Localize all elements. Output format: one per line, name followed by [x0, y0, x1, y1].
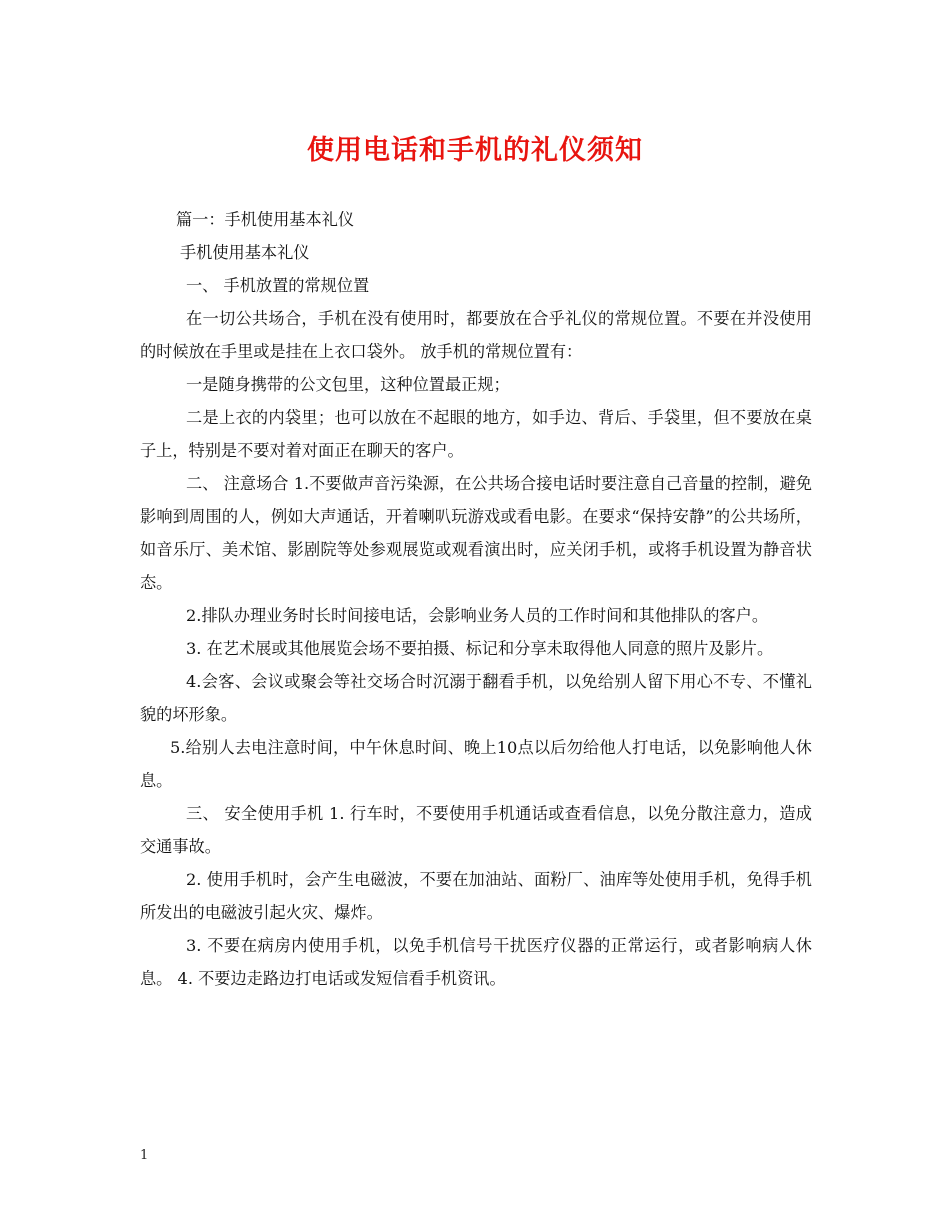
paragraph: 4.会客、会议或聚会等社交场合时沉溺于翻看手机，以免给别人留下用心不专、不懂礼貌的坏形象。	[140, 672, 812, 724]
paragraph: 2. 使用手机时，会产生电磁波，不要在加油站、面粉厂、油库等处使用手机，免得手机所发出的电磁波引起火灾、爆炸。	[140, 870, 812, 922]
paragraph: 5.给别人去电注意时间，中午休息时间、晚上10点以后勿给他人打电话，以免影响他人休息。	[140, 738, 812, 790]
paragraph: 二、 注意场合 1.不要做声音污染源，在公共场合接电话时要注意自己音量的控制，避免影响到周围的人，例如大声通话，开着喇叭玩游戏或看电影。在要求“保持安静”的公共场所，如音乐厅、美术馆、影剧院等处参观展览或观看演出时，应关闭手机，或将手机设置为静音状态。	[140, 474, 812, 592]
paragraph: 二是上衣的内袋里；也可以放在不起眼的地方，如手边、背后、手袋里，但不要放在桌子上，特别是不要对着对面正在聊天的客户。	[140, 408, 812, 460]
section-heading: 篇一：手机使用基本礼仪	[176, 210, 355, 229]
paragraph: 3. 在艺术展或其他展览会场不要拍摄、标记和分享未取得他人同意的照片及影片。	[186, 639, 774, 658]
document-body	[140, 203, 812, 995]
section-heading: 一、 手机放置的常规位置	[186, 276, 370, 295]
paragraph: 3. 不要在病房内使用手机，以免手机信号干扰医疗仪器的正常运行，或者影响病人休息。 4. 不要边走路边打电话或发短信看手机资讯。	[140, 936, 812, 988]
page-number: 1	[140, 1148, 149, 1163]
paragraph: 在一切公共场合，手机在没有使用时，都要放在合乎礼仪的常规位置。不要在并没使用的时候放在手里或是挂在上衣口袋外。 放手机的常规位置有：	[140, 309, 812, 361]
subtitle: 手机使用基本礼仪	[180, 243, 310, 262]
paragraph: 三、 安全使用手机 1. 行车时，不要使用手机通话或查看信息，以免分散注意力，造成交通事故。	[140, 804, 812, 856]
page-title: 使用电话和手机的礼仪须知	[307, 135, 643, 166]
paragraph: 一是随身携带的公文包里，这种位置最正规；	[186, 375, 510, 394]
paragraph: 2.排队办理业务时长时间接电话，会影响业务人员的工作时间和其他排队的客户。	[186, 606, 769, 625]
